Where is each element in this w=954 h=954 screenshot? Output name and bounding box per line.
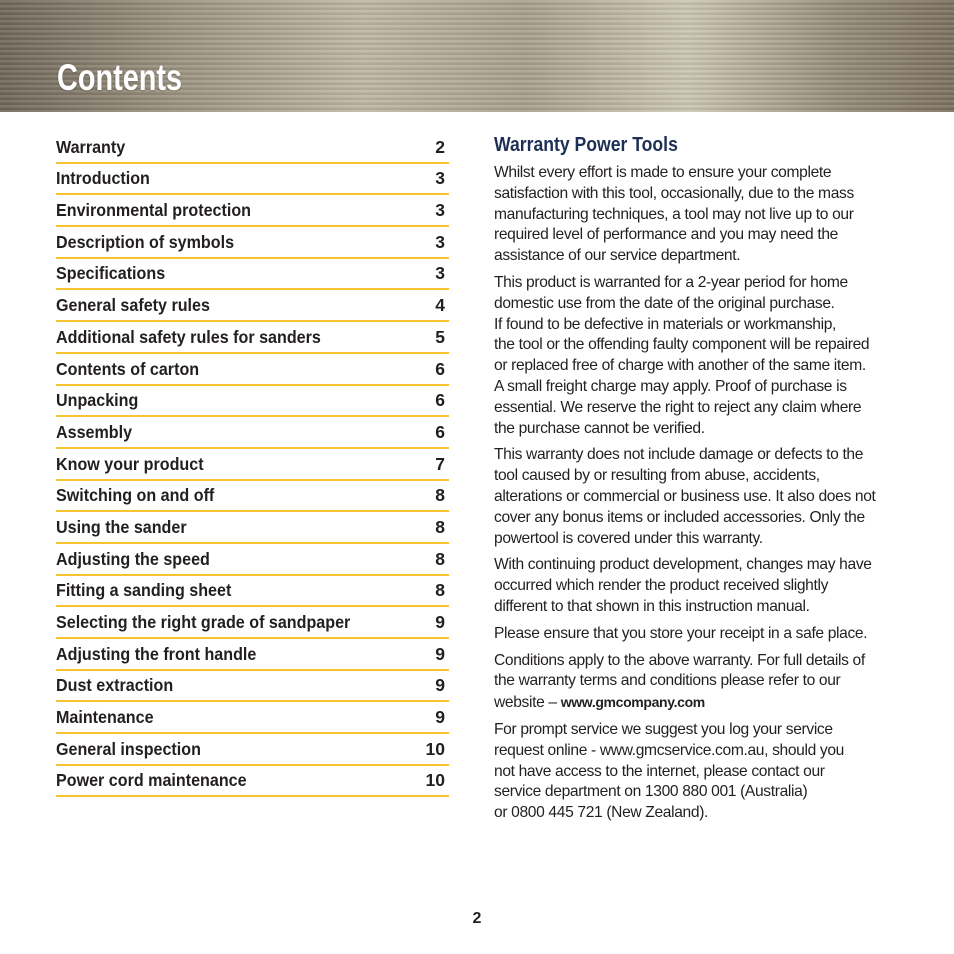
text-line: This warranty does not include damage or defects to the: [494, 446, 864, 464]
toc-page-number: 6: [435, 390, 445, 411]
toc-label: Unpacking: [56, 390, 139, 411]
text-line: the warranty terms and conditions please refer to our: [494, 672, 841, 690]
toc-page-number: 9: [435, 707, 445, 728]
warranty-paragraph-1: [494, 163, 889, 267]
toc-row[interactable]: [56, 449, 449, 481]
toc-page-number: 3: [435, 231, 445, 252]
header-banner: [0, 0, 954, 112]
toc-label: Maintenance: [56, 707, 154, 728]
toc-page-number: 9: [435, 612, 445, 632]
toc-label: Additional safety rules for sanders: [56, 326, 321, 347]
text-line: different to that shown in this instruction manual.: [494, 597, 810, 615]
toc-label: Dust extraction: [56, 675, 174, 696]
toc-label: Introduction: [56, 168, 150, 189]
warranty-paragraph-6: [494, 651, 889, 714]
toc-page-number: 8: [435, 548, 445, 569]
text-line: This product is warranted for a 2-year period for home: [494, 273, 848, 291]
toc-row[interactable]: [56, 702, 449, 734]
toc-label: Power cord maintenance: [56, 770, 247, 791]
toc-row[interactable]: [56, 576, 449, 608]
toc-label: Contents of carton: [56, 358, 200, 379]
warranty-paragraph-3: [494, 445, 889, 549]
toc-row[interactable]: [56, 671, 449, 703]
toc-row[interactable]: [56, 195, 449, 227]
text-line: assistance of our service department.: [494, 247, 741, 265]
toc-page-number: 9: [435, 643, 445, 664]
text-line: required level of performance and you may need the: [494, 226, 838, 244]
toc-row[interactable]: [56, 259, 449, 291]
text-line: satisfaction with this tool, occasionally, due to the mass: [494, 184, 854, 202]
toc-label: General inspection: [56, 738, 201, 759]
table-of-contents: [56, 132, 449, 797]
text-line: the purchase cannot be verified.: [494, 419, 705, 437]
text-line: occurred which render the product received slightly: [494, 577, 829, 595]
toc-page-number: 6: [435, 358, 445, 379]
toc-label: Adjusting the speed: [56, 548, 210, 569]
toc-row[interactable]: [56, 607, 449, 639]
toc-label: Know your product: [56, 453, 204, 474]
toc-row[interactable]: [56, 322, 449, 354]
toc-label: Description of symbols: [56, 231, 235, 252]
toc-row[interactable]: [56, 481, 449, 513]
toc-row[interactable]: [56, 417, 449, 449]
toc-label: Using the sander: [56, 516, 187, 537]
toc-row[interactable]: [56, 386, 449, 418]
toc-page-number: 9: [435, 675, 445, 696]
toc-row[interactable]: [56, 512, 449, 544]
toc-row[interactable]: [56, 766, 449, 798]
text-line: cover any bonus items or included accessories. Only the: [494, 508, 865, 526]
text-line: tool caused by or resulting from abuse, accidents,: [494, 467, 820, 485]
text-line: For prompt service we suggest you log your service: [494, 720, 833, 738]
toc-row[interactable]: [56, 227, 449, 259]
text-line: If found to be defective in materials or workmanship,: [494, 315, 837, 333]
text-line: service department on 1300 880 001 (Australia): [494, 783, 808, 801]
website-link[interactable]: www.gmcompany.com: [560, 694, 705, 711]
toc-label: Fitting a sanding sheet: [56, 580, 232, 601]
text-line: Whilst every effort is made to ensure your complete: [494, 164, 832, 181]
toc-page-number: 10: [425, 738, 445, 759]
toc-label: Assembly: [56, 421, 133, 442]
toc-page-number: 10: [425, 770, 445, 791]
warranty-heading: Warranty Power Tools: [494, 134, 678, 156]
text-line: With continuing product development, changes may have: [494, 556, 872, 574]
toc-page-number: 8: [435, 580, 445, 601]
toc-row[interactable]: [56, 544, 449, 576]
text-line: alterations or commercial or business use. It also does not: [494, 487, 876, 505]
toc-label: Warranty: [56, 136, 126, 157]
toc-page-number: 7: [435, 453, 445, 474]
text-line: not have access to the internet, please contact our: [494, 762, 825, 780]
toc-row[interactable]: [56, 639, 449, 671]
toc-row[interactable]: [56, 734, 449, 766]
toc-row[interactable]: [56, 290, 449, 322]
warranty-paragraph-4: [494, 555, 889, 617]
text-line: manufacturing techniques, a tool may not live up to our: [494, 205, 854, 223]
website-prefix: website –: [494, 694, 561, 712]
warranty-paragraph-7: [494, 720, 889, 824]
toc-page-number: 2: [435, 136, 445, 157]
toc-page-number: 4: [435, 295, 445, 316]
toc-page-number: 8: [435, 516, 445, 537]
page-number: 2: [472, 910, 482, 927]
toc-page-number: 3: [435, 200, 445, 221]
warranty-section: [494, 134, 889, 830]
text-line: request online - www.gmcservice.com.au, should you: [494, 741, 844, 759]
warranty-paragraph-5: [494, 624, 889, 645]
toc-label: Environmental protection: [56, 200, 252, 221]
text-line: Please ensure that you store your receipt in a safe place.: [494, 624, 868, 642]
toc-row[interactable]: [56, 354, 449, 386]
text-line: domestic use from the date of the original purchase.: [494, 294, 835, 312]
toc-page-number: 8: [435, 485, 445, 506]
toc-page-number: 6: [435, 421, 445, 442]
text-line: powertool is covered under this warranty.: [494, 529, 763, 547]
toc-label: Specifications: [56, 263, 166, 284]
toc-page-number: 5: [435, 326, 445, 347]
text-line: or 0800 445 721 (New Zealand).: [494, 804, 709, 822]
text-line: Conditions apply to the above warranty. For full details of: [494, 651, 865, 669]
text-line: the tool or the offending faulty component will be repaired: [494, 336, 870, 354]
toc-page-number: 3: [435, 263, 445, 284]
toc-row[interactable]: [56, 164, 449, 196]
warranty-paragraph-2: [494, 273, 889, 439]
toc-label: Switching on and off: [56, 485, 215, 506]
toc-label: Selecting the right grade of sandpaper: [56, 612, 351, 632]
toc-label: General safety rules: [56, 295, 210, 316]
text-line: A small freight charge may apply. Proof of purchase is: [494, 377, 847, 395]
text-line: essential. We reserve the right to reject any claim where: [494, 398, 862, 416]
toc-label: Adjusting the front handle: [56, 643, 257, 664]
toc-row[interactable]: [56, 132, 449, 164]
page-title: Contents: [57, 57, 183, 98]
text-line: or replaced free of charge with another of the same item.: [494, 357, 866, 375]
toc-page-number: 3: [435, 168, 445, 189]
